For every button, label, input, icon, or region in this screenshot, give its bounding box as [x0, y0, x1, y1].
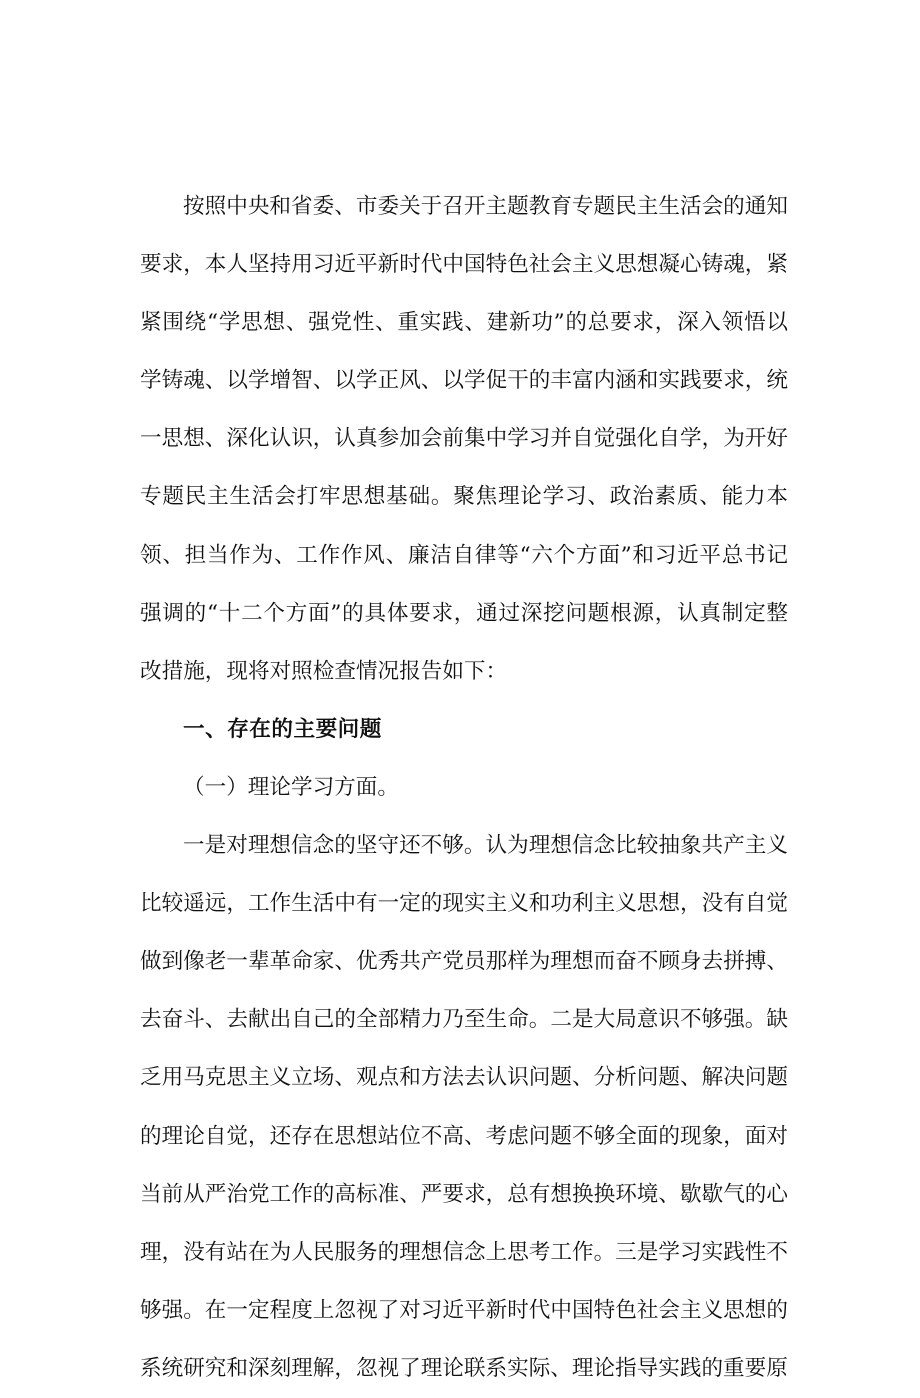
body-paragraph: 一是对理想信念的坚守还不够。认为理想信念比较抽象共产主义比较遥远，工作生活中有一定的现实主义和功利主义思想，没有自觉做到像老一辈革命家、优秀共产党员那样为理想而奋不顾身去拼搏、去奋斗、去献出自己的全部精力乃至生命。二是大局意识不够强。缺乏用马克思主义立场、观点和方法去认识问题、分析问题、解决问题的理论自觉，还存在思想站位不高、考虑问题不够全面的现象，面对当前从严治党工作的高标准、严要求，总有想换换环境、歇歇气的心理，没有站在为人民服务的理想信念上思考工作。三是学习实践性不够强。在一定程度上忽视了对习近平新时代中国特色社会主义思想的系统研究和深刻理解，忽视了理论联系实际、理论指导实践的重要原: [140, 833, 788, 1381]
section-heading: 一、存在的主要问题: [183, 716, 382, 742]
intro-paragraph: 按照中央和省委、市委关于召开主题教育专题民主生活会的通知要求，本人坚持用习近平新时代中国特色社会主义思想凝心铸魂，紧紧围绕“学思想、强党性、重实践、建新功”的总要求，深入领悟以学铸魂、以学增智、以学正风、以学促干的丰富内涵和实践要求，统一思想、深化认识，认真参加会前集中学习并自觉强化自学，为开好专题民主生活会打牢思想基础。聚焦理论学习、政治素质、能力本领、担当作为、工作作风、廉洁自律等“六个方面”和习近平总书记强调的“十二个方面”的具体要求，通过深挖问题根源，认真制定整改措施，现将对照检查情况报告如下：: [140, 194, 788, 684]
document-body: [140, 178, 788, 1398]
subsection-heading: （一）理论学习方面。: [183, 774, 399, 800]
